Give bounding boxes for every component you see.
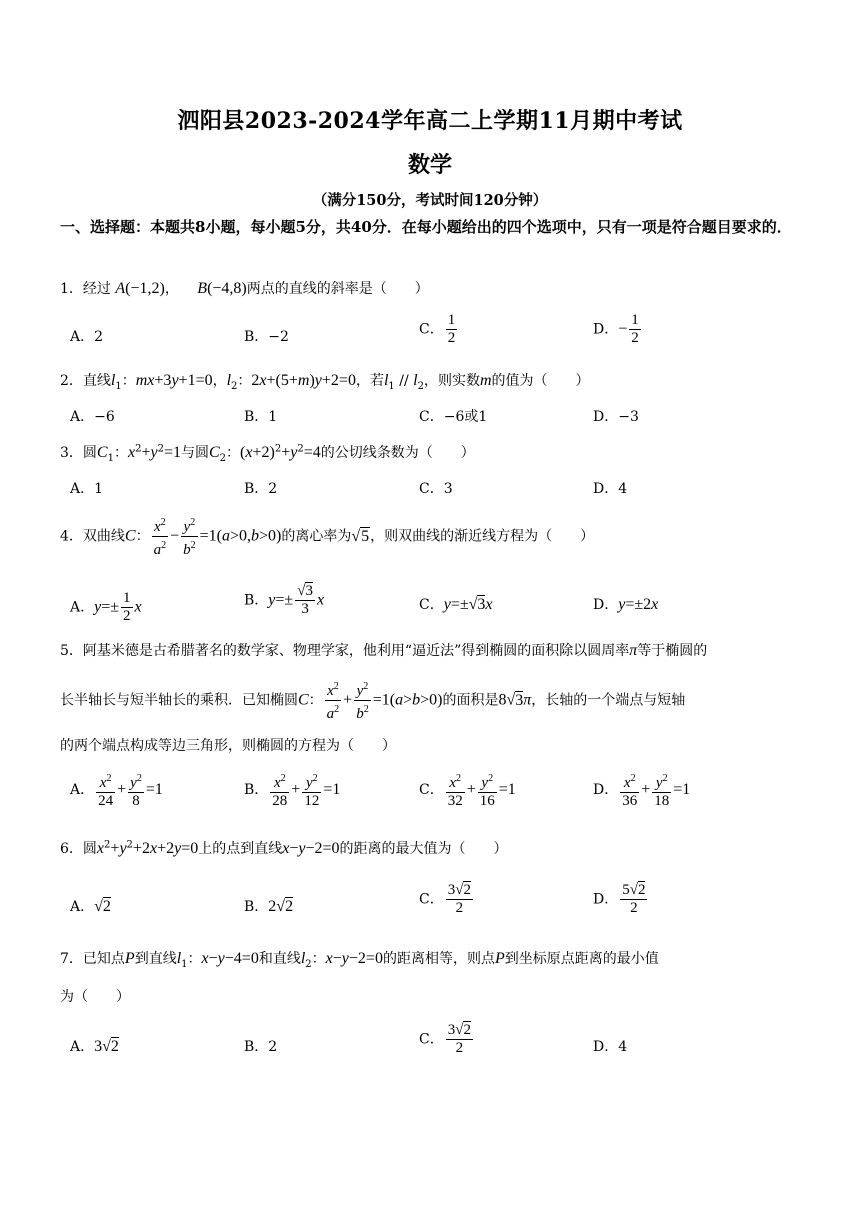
- q1-option-c: C． $\frac{1}{2}$: [419, 312, 456, 346]
- q3-option-c: C．3: [419, 481, 453, 497]
- question-7-line1: 7．已知点P到直线$l_1$：x−y−4=0和直线$l_2$：x−y−2=0的距离相等，则点P到坐标原点距离的最小值: [60, 950, 659, 970]
- q6-option-a: A．√2: [70, 898, 111, 915]
- q5-option-b: B． $\frac{x^2}{28}$ + $\frac{y^2}{12}$ =1: [244, 770, 340, 810]
- question-5-line3: 的两个端点构成等边三角形，则椭圆的方程为（ ）: [60, 738, 396, 754]
- q6-mid: 上的点到直线: [198, 841, 283, 857]
- question-7-line2: 为（ ）: [60, 989, 130, 1005]
- q5-option-a: A． $\frac{x^2}{24}$ + $\frac{y^2}{8}$ =1: [70, 770, 163, 810]
- q1-stem-tail: 两点的直线的斜率是（ ）: [246, 281, 429, 297]
- q5-line2c: ，长轴的一个端点与短轴: [531, 692, 686, 709]
- q2-option-c: C．−6或1: [419, 409, 488, 425]
- q1-d-label: D．: [593, 321, 619, 338]
- q2-tail2: 的值为（ ）: [491, 373, 590, 389]
- q3-option-a: A．1: [70, 481, 104, 497]
- q2-option-b: B．1: [244, 409, 278, 425]
- q1-option-a: A．2: [70, 329, 104, 345]
- q1-option-d: D．− $\frac{1}{2}$: [593, 312, 639, 346]
- q6-stem: 6．圆: [60, 841, 97, 857]
- q3-tail: 的公切线条数为（ ）: [320, 445, 475, 461]
- q5-line2a: 长半轴长与短半轴长的乘积．已知椭圆: [60, 692, 298, 709]
- q4-mid: 的离心率为: [281, 528, 352, 545]
- question-2: 2．直线$l_1$：mx+3y+1=0，$l_2$：2x+(5+m)y+2=0，若$l_1 // l_2$，则实数m的值为（ ）: [60, 372, 590, 392]
- question-1: 1．经过 A(−1,2)， B(−4,8)两点的直线的斜率是（ ）: [60, 280, 429, 297]
- q3-stem: 3．圆: [60, 445, 97, 461]
- question-4: 4．双曲线C： $\frac{x^2}{a^2}$ − $\frac{y^2}{b^2}$ =1(a>0,b>0)的离心率为√5，则双曲线的渐近线方程为（ ）: [60, 514, 594, 559]
- q5-option-d: D． $\frac{x^2}{36}$ + $\frac{y^2}{18}$ =1: [593, 770, 690, 810]
- q5-line2b: 的面积是: [442, 692, 499, 709]
- q1-stem: 1．经过: [60, 281, 111, 297]
- q2-option-d: D．−3: [593, 409, 639, 425]
- q6-option-b: B．2√2: [244, 898, 294, 915]
- q4-option-b: B．y=± $\frac{√3}{3}$ x: [244, 583, 325, 617]
- section-heading: 一、选择题：本题共8小题，每小题5分，共40分．在每小题给出的四个选项中，只有一项是符合题目要求的．: [60, 218, 792, 236]
- q2-stem: 2．直线: [60, 373, 111, 389]
- q4-option-c: C．y=±√3x: [419, 596, 493, 613]
- q3-option-b: B．2: [244, 481, 278, 497]
- question-5-line1: 5．阿基米德是古希腊著名的数学家、物理学家，他利用“逼近法”得到椭圆的面积除以圆周率π等于椭圆的: [60, 642, 708, 659]
- exam-note: （满分150分，考试时间120分钟）: [312, 192, 548, 209]
- q5-line1b: 等于椭圆的: [637, 643, 708, 659]
- q3-mid: 与圆: [181, 445, 209, 461]
- q7-line1d: 的距离相等，则点: [382, 951, 495, 967]
- q7-line1b: 到直线: [134, 951, 177, 967]
- subject-title: 数学: [407, 152, 452, 178]
- page-title: 泗阳县2023-2024学年高二上学期11月期中考试: [177, 108, 683, 134]
- question-3: 3．圆$C_1$：$x^2+y^2=1$与圆$C_2$：$(x+2)^2+y^2=4$的公切线条数为（ ）: [60, 443, 475, 464]
- q3-option-d: D．4: [593, 481, 628, 497]
- q5-line1: 5．阿基米德是古希腊著名的数学家、物理学家，他利用“逼近法”得到椭圆的面积除以圆周率: [60, 643, 630, 659]
- question-5-line2: 长半轴长与短半轴长的乘积．已知椭圆C： $\frac{x^2}{a^2}$ + $\frac{y^2}{b^2}$ =1(a>b>0)的面积是8√3π，长轴的一个端点与短轴: [60, 678, 685, 723]
- q7-option-c: C． $\frac{3√2}{2}$: [419, 1022, 471, 1056]
- q4-option-a: A．y=± $\frac{1}{2}$ x: [70, 590, 142, 624]
- q1-option-b: B．−2: [244, 329, 289, 345]
- q7-option-b: B．2: [244, 1039, 278, 1055]
- q5-option-c: C． $\frac{x^2}{32}$ + $\frac{y^2}{16}$ =1: [419, 770, 516, 810]
- q4-stem: 4．双曲线: [60, 528, 125, 545]
- q6-option-c: C． $\frac{3√2}{2}$: [419, 882, 471, 916]
- q4-tail: ，则双曲线的渐近线方程为（ ）: [370, 528, 595, 545]
- q7-option-a: A．3√2: [70, 1038, 119, 1055]
- q7-option-d: D．4: [593, 1039, 628, 1055]
- q7-line1c: 和直线: [258, 951, 301, 967]
- question-6: 6．圆$x^2+y^2+2x+2y=0$上的点到直线x−y−2=0的距离的最大值为（ ）: [60, 839, 508, 857]
- q4-option-d: D．y=±2x: [593, 596, 659, 613]
- q2-tail: ，则实数: [423, 373, 480, 389]
- q6-tail: 的距离的最大值为（ ）: [339, 841, 508, 857]
- q2-option-a: A．−6: [70, 409, 115, 425]
- q7-line1a: 7．已知点: [60, 951, 125, 967]
- q1-c-label: C．: [419, 321, 444, 338]
- q7-line1e: 到坐标原点距离的最小值: [504, 951, 659, 967]
- q6-option-d: D． $\frac{5√2}{2}$: [593, 882, 646, 916]
